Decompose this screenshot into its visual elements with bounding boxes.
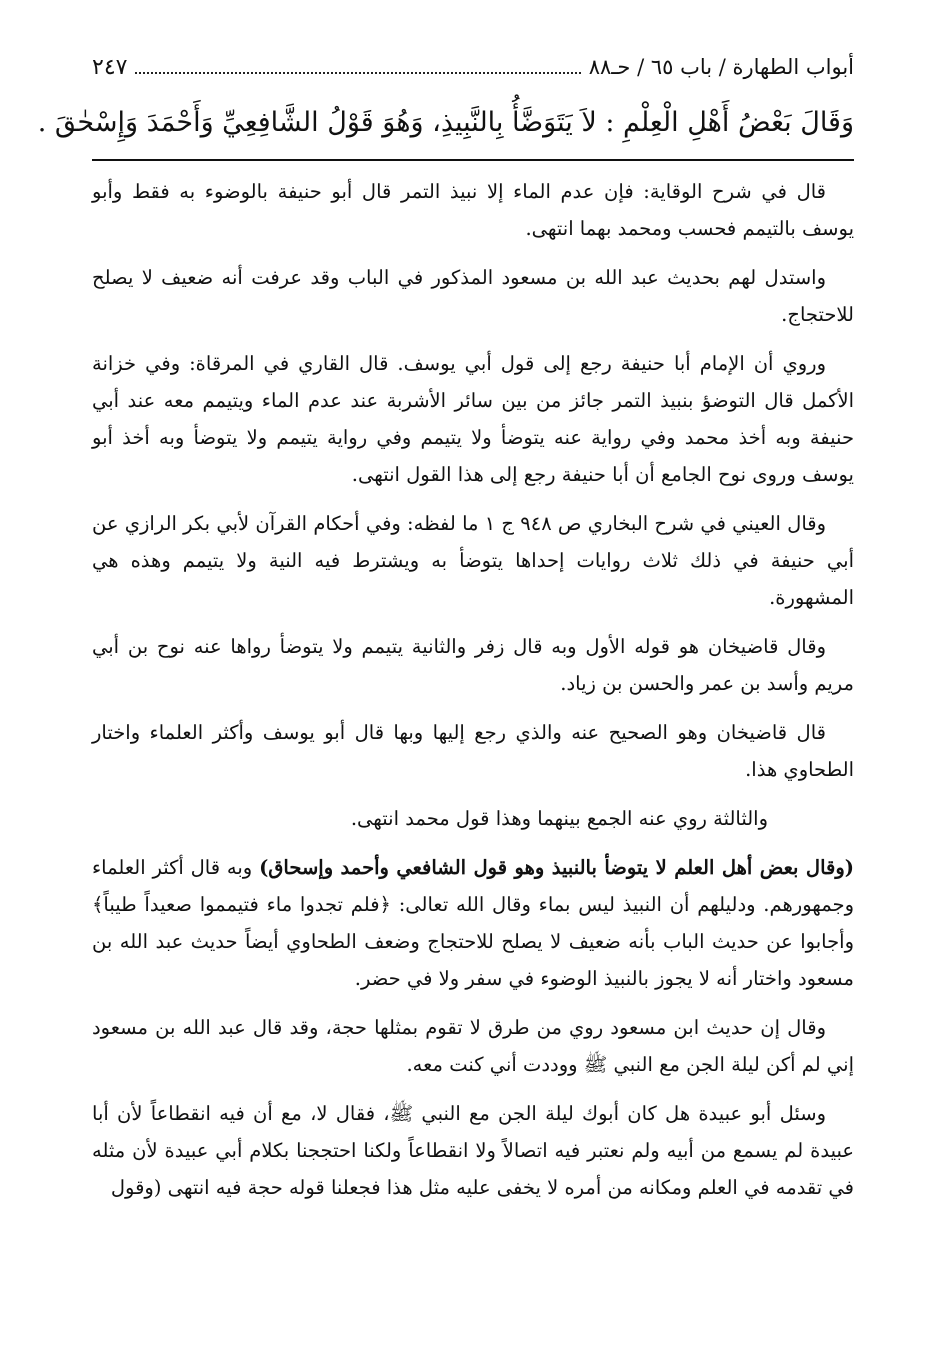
running-header bbox=[92, 52, 854, 83]
paragraph-7: والثالثة روي عنه الجمع بينهما وهذا قول محمد انتهى. bbox=[350, 807, 768, 830]
paragraph-4: وقال العيني في شرح البخاري ص ٩٤٨ ج ١ ما لفظه: وفي أحكام القرآن لأبي بكر الرازي عن أبي حنيفة في ذلك ثلاث روايات إحداها يتوضأ به ويشترط فيه النية ولا يتيمم وهذه هي المشهورة. bbox=[92, 512, 854, 609]
paragraph-2: واستدل لهم بحديث عبد الله بن مسعود المذكور في الباب وقد عرفت أنه ضعيف لا يصلح للاحتجاج. bbox=[92, 266, 854, 326]
hadith-text: وَقَالَ بَعْضُ أَهْلِ الْعِلْمِ : لاَ يَتَوَضَّأُ بِالنَّبِيذِ، وَهُوَ قَوْلُ الشَّافِعِيِّ وَأَحْمَدَ وَإِسْحٰقَ . bbox=[37, 107, 854, 138]
paragraph-8: (وقال بعض أهل العلم لا يتوضأ بالنبيذ وهو قول الشافعي وأحمد وإسحاق) وبه قال أكثر العلماء وجمهورهم. ودليلهم أن النبيذ ليس بماء وقال الله تعالى: ﴿فلم تجدوا ماء فتيمموا صعيداً طيباً﴾ وأجابوا عن حديث الباب بأنه ضعيف لا يصلح للاحتجاج وضعف الطحاوي أيضاً حديث عبد الله بن مسعود واختار أنه لا يجوز بالنبيذ الوضوء في سفر ولا في حضر. bbox=[92, 856, 854, 990]
paragraph-6: قال قاضيخان وهو الصحيح عنه والذي رجع إليها وبها قال أبو يوسف وأكثر العلماء واختار الطحاوي هذا. bbox=[92, 721, 854, 781]
page-number: ٢٤٧ bbox=[92, 55, 128, 80]
paragraph-5: وقال قاضيخان هو قوله الأول وبه قال زفر والثانية يتيمم ولا يتوضأ رواها عنه نوح بن أبي مريم وأسد بن عمر والحسن بن زياد. bbox=[92, 635, 854, 695]
header-title: أبواب الطهارة / باب ٦٥ / حـ٨٨ bbox=[588, 55, 854, 79]
dotted-leader bbox=[135, 58, 580, 74]
paragraph-1: قال في شرح الوقاية: فإن عدم الماء إلا نبيذ التمر قال أبو حنيفة بالوضوء به فقط وأبو يوسف بالتيمم فحسب ومحمد بهما انتهى. bbox=[92, 180, 854, 240]
quoted-hadith-bold: (وقال بعض أهل العلم لا يتوضأ بالنبيذ وهو قول الشافعي وأحمد وإسحاق) bbox=[259, 856, 854, 879]
commentary-body bbox=[92, 173, 854, 1206]
paragraph-3: وروي أن الإمام أبا حنيفة رجع إلى قول أبي يوسف. قال القاري في المرقاة: وفي خزانة الأكمل قال التوضؤ بنبيذ التمر جائز من بين سائر الأشربة عند عدم الماء ويتيمم معه عند أبي حنيفة وبه أخذ محمد وفي رواية عنه يتوضأ ولا يتيمم وفي رواية يتيمم ولا يتوضأ وبه أخذ أبو يوسف وروى نوح الجامع أن أبا حنيفة رجع إلى هذا القول انتهى. bbox=[92, 352, 854, 486]
paragraph-9: وقال إن حديث ابن مسعود روي من طرق لا تقوم بمثلها حجة، وقد قال عبد الله بن مسعود إني لم أكن ليلة الجن مع النبي ﷺ ووددت أني كنت معه. bbox=[92, 1016, 854, 1076]
paragraph-10: وسئل أبو عبيدة هل كان أبوك ليلة الجن مع النبي ﷺ، فقال لا، مع أن فيه انقطاعاً لأن أبا عبيدة لم يسمع من أبيه ولم نعتبر فيه اتصالاً ولا انقطاعاً ولكنا احتججنا بكلام أبي عبيدة لأن مثله في تقدمه في العلم ومكانه من أمره لا يخفى عليه مثل هذا فجعلنا قوله حجة فيه انتهى (وقول bbox=[92, 1102, 854, 1199]
separator-line bbox=[92, 159, 854, 161]
